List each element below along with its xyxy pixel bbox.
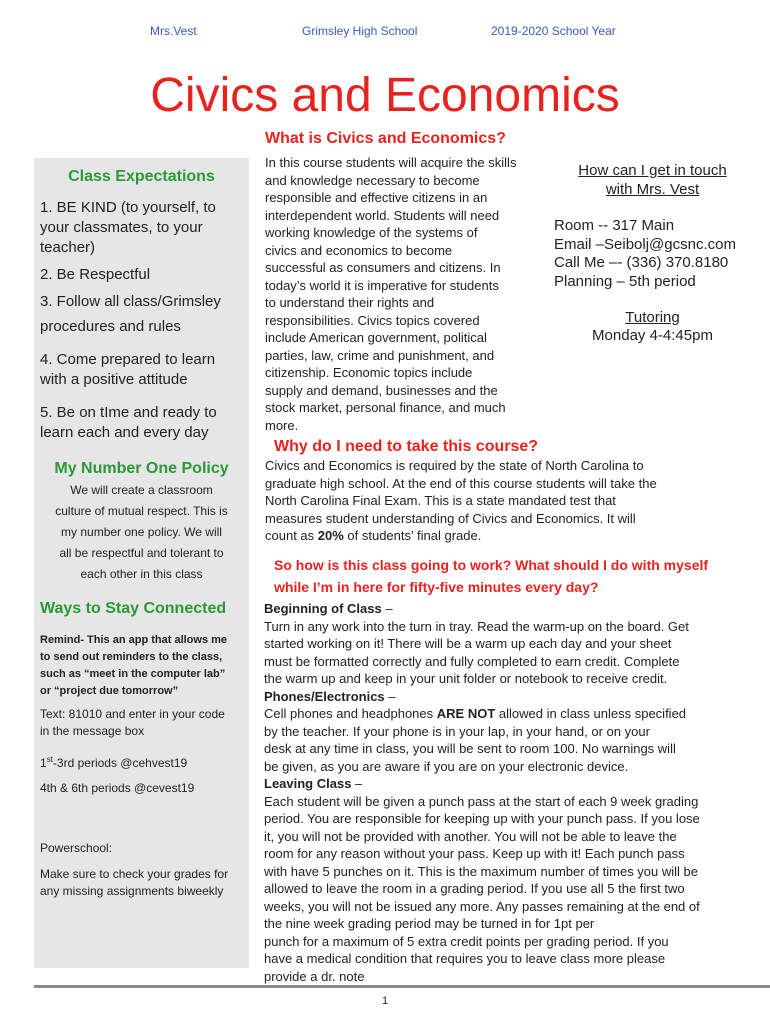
remind-line: such as “meet in the computer lab” (40, 668, 226, 680)
policy-line: We will create a classroom (70, 483, 213, 497)
header-teacher: Mrs.Vest (150, 24, 197, 38)
beginning-line: the warm up and keep in your unit folder or notebook to receive credit. (264, 671, 668, 686)
what-is-line: successful as consumers and citizens. In (265, 260, 501, 275)
what-is-line: more. (265, 417, 299, 433)
how-body: Beginning of Class – Turn in any work into the turn in tray. Read the warm-up on the board. Get started working on it! There will be a warm up each day and your sheet must be formatted correctly and fully completed to earn credit. Complete the warm up and keep in your unit folder or notebook to receive credit. Phones/Electronics – Cell phones and headphones ARE NOT allowed in class unless specified by the teacher. If your phone is in your lap, in your hand, or on your desk at any time in class, you will be sent to room 100. No warnings will be given, as you are aware if you are on your electronic device. Leaving Class – Each student will be given a punch pass at the start of each 9 week grading period. You are responsible for keeping up with your punch pass. If you lose it, you will not be provided with another. You will not be able to leave the room for any reason without your pass. Keep up with it! Each punch pass with have 5 punches on it. This is the maximum number of times you will be allowed to leave the room in a grading period. If you use all 5 the first two weeks, you will not be issued any more. Any passes remaining at the end of the nine week grading period may be turned in for 1pt per punch for a maximum of 5 extra credit points per grading period. If you have a medical condition that requires you to leave class more please provide a dr. note (264, 600, 769, 985)
powerschool-label: Powerschool: (40, 841, 113, 855)
periods-4-6-code: 4th & 6th periods @cevest19 (40, 781, 195, 795)
what-is-line: working knowledge of the systems of (265, 225, 478, 240)
leaving-line: the nine week grading period may be turned in for 1pt per (264, 916, 595, 931)
what-is-line: stock market, personal finance, and much (265, 400, 506, 415)
connected-heading: Ways to Stay Connected (40, 600, 227, 617)
policy-heading: My Number One Policy (54, 460, 229, 477)
contact-email: Email –Seibolj@gcsnc.com (554, 235, 736, 253)
leaving-line: have a medical condition that requires you to leave class more please (264, 951, 666, 966)
why-body: Civics and Economics is required by the state of North Carolina to graduate high school. At the end of this course students will take the North Carolina Final Exam. This is a state mandated test that measures student understanding of Civics and Economics. It will count as 20% of students’ final grade. (265, 458, 657, 543)
contact-planning: Planning – 5th period (554, 272, 696, 290)
tutoring-label: Tutoring (625, 309, 680, 326)
page-number: 1 (381, 995, 389, 1007)
beginning-line: Turn in any work into the turn in tray. Read the warm-up on the board. Get (264, 618, 689, 634)
contact-room: Room -- 317 Main (554, 217, 675, 234)
remind-line: or “project due tomorrow” (40, 685, 179, 697)
how-heading: So how is this class going to work? What should I do with myself while I’m in here for fifty-five minutes every day? (274, 557, 709, 595)
expectation-4: 4. Come prepared to learn with a positive attitude (40, 351, 216, 388)
leaving-line: room for any reason without your pass. Keep up with it! Each punch pass (264, 846, 685, 861)
policy-line: each other in this class (80, 567, 203, 581)
policy-line: all be respectful and tolerant to (59, 546, 224, 560)
text-code-instruction: Text: 81010 and enter in your code in the message box (40, 707, 225, 738)
what-is-line: civics and economics to become (265, 242, 453, 258)
leaving-label: Leaving Class (264, 776, 352, 791)
contact-phone: Call Me –- (336) 370.8180 (554, 254, 729, 271)
phones-line: be given, as you are aware if you are on your electronic device. (264, 758, 629, 774)
what-is-heading: What is Civics and Economics? (265, 130, 506, 147)
what-is-line: include American government, political (265, 330, 487, 345)
leaving-line: allowed to leave the room in a grading period. If you use all 5 the first two (264, 881, 685, 896)
leaving-line: period. You are responsible for keeping up with your punch pass. If you lose (264, 811, 700, 826)
what-is-line: In this course students will acquire the skills (265, 155, 517, 170)
beginning-line: must be formatted correctly and fully completed to earn credit. Complete (264, 653, 680, 669)
periods-1-3-code: 1st-3rd periods @cehvest19 (40, 755, 188, 770)
expectation-2: 2. Be Respectful (40, 266, 151, 283)
what-is-line: today’s world it is imperative for students (265, 277, 499, 293)
policy-line: culture of mutual respect. This is (55, 504, 228, 518)
what-is-line: parties, law, crime and punishment, and (265, 347, 495, 363)
beginning-label: Beginning of Class (264, 601, 382, 616)
what-is-line: and knowledge necessary to become (265, 172, 480, 188)
what-is-line: responsible and effective citizens in an (265, 190, 488, 205)
what-is-line: citizenship. Economic topics include (265, 365, 473, 380)
contact-heading: How can I get in touch with Mrs. Vest (578, 162, 727, 198)
leaving-line: it, you will not be provided with another. You will not be able to leave the (264, 828, 677, 844)
leaving-line: provide a dr. note (264, 968, 365, 984)
what-is-line: to understand their rights and (265, 295, 435, 310)
header-year: 2019-2020 School Year (491, 24, 616, 38)
header-school: Grimsley High School (302, 24, 418, 38)
leaving-line: with have 5 punches on it. This is the maximum number of times you will be (264, 863, 699, 879)
what-is-line: interdependent world. Students will need (265, 207, 500, 223)
footer-divider (34, 985, 770, 988)
policy-line: my number one policy. We will (61, 525, 222, 539)
why-heading: Why do I need to take this course? (274, 438, 539, 455)
expectation-3: 3. Follow all class/Grimsley procedures and rules (40, 293, 221, 335)
expectation-1: 1. BE KIND (to yourself, to your classmates, to your teacher) (40, 199, 216, 256)
beginning-line: started working on it! There will be a warm up each day and your sheet (264, 636, 672, 651)
contact-details (554, 217, 736, 291)
page-title: Civics and Economics (150, 69, 620, 122)
remind-line: Remind- This an app that allows me (40, 634, 228, 646)
policy-text (34, 480, 249, 585)
leaving-line: Each student will be given a punch pass at the start of each 9 week grading (264, 793, 699, 809)
phones-line: by the teacher. If your phone is in your lap, in your hand, or on your (264, 723, 650, 739)
tutoring-time: Monday 4-4:45pm (592, 327, 713, 344)
expectations-heading: Class Expectations (68, 168, 215, 185)
expectation-5: 5. Be on tIme and ready to learn each and every day (40, 404, 217, 441)
phones-line: desk at any time in class, you will be sent to room 100. No warnings will (264, 741, 676, 756)
what-is-line: supply and demand, businesses and the (265, 382, 498, 398)
remind-line: to send out reminders to the class, (40, 651, 223, 663)
leaving-line: punch for a maximum of 5 extra credit points per grading period. If you (264, 933, 669, 949)
what-is-body (265, 154, 555, 434)
what-is-line: responsibilities. Civics topics covered (265, 312, 480, 328)
leaving-line: weeks, you will not be issued any more. Any passes remaining at the end of (264, 898, 700, 914)
powerschool-note: Make sure to check your grades for any missing assignments biweekly (40, 867, 229, 898)
phones-label: Phones/Electronics (264, 688, 385, 704)
remind-text (40, 632, 227, 700)
